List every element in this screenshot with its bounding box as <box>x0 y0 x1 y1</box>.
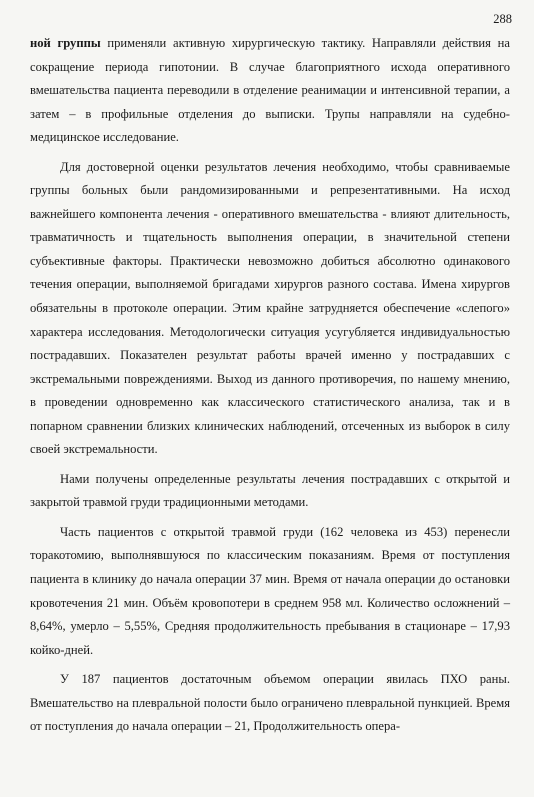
page-number: 288 <box>493 12 512 26</box>
paragraph-text: Часть пациентов с открытой травмой груди (162 человека из 453) перенесли торакотомию, выполнявшуюся по классическим показаниям. Время от поступления пациента в клинику до начала операции 37 мин. Время от начала операции до остановки кровотечения 21 мин. Объём кровопотери в среднем 958 мл. Количество осложнений – 8,64%, умерло – 5,55%, Средняя продолжительность пребывания в стационаре – 17,93 койко-дней. <box>30 524 510 657</box>
paragraph-results <box>30 468 510 515</box>
paragraph-text: Нами получены определенные результаты лечения пострадавших с открытой и закрытой травмой груди традиционными методами. <box>30 471 510 510</box>
paragraph-text: Для достоверной оценки результатов лечения необходимо, чтобы сравниваемые группы больных были рандомизированными и репрезентативными. На исход важнейшего компонента лечения - оперативного вмешательства - влияют длительность, травматичность и тщательность выполнения операции, в значительной степени субъективные факторы. Практически невозможно добиться абсолютно одинакового течения операции, выполняемой бригадами хирургов разного состава. Имена хирургов обязательны в протоколе операции. Этим крайне затрудняется обеспечение «слепого» характера исследования. Методологически ситуация усугубляется индивидуальностью пострадавших. Показателен результат работы врачей именно у пострадавших с экстремальными повреждениями. Выход из данного противоречия, по нашему мнению, в проведении одновременно как классического статистического анализа, так и в попарном сравнении близких клинических наблюдений, отсеченных из выборок в силу своей экстремальности. <box>30 159 510 457</box>
paragraph-text: У 187 пациентов достаточным объемом операции явилась ПХО раны. Вмешательство на плевральной полости было ограничено плевральной пункцией. Время от поступления до начала операции – 21, Продолжительность опера- <box>30 672 510 734</box>
paragraph-continuation <box>30 32 510 150</box>
bold-lead-text: ной группы <box>30 36 101 50</box>
body-text <box>30 32 510 739</box>
paragraph-text: применяли активную хирургическую тактику. Направляли действия на сокращение периода гипотонии. В случае благоприятного исхода оперативного вмешательства пациента переводили в отделение реанимации и интенсивной терапии, а затем – в профильные отделения до выписки. Трупы направляли на судебно-медицинское исследование. <box>30 36 510 145</box>
paragraph-evaluation <box>30 156 510 462</box>
paragraph-pho <box>30 668 510 739</box>
paragraph-thoracotomy <box>30 521 510 662</box>
